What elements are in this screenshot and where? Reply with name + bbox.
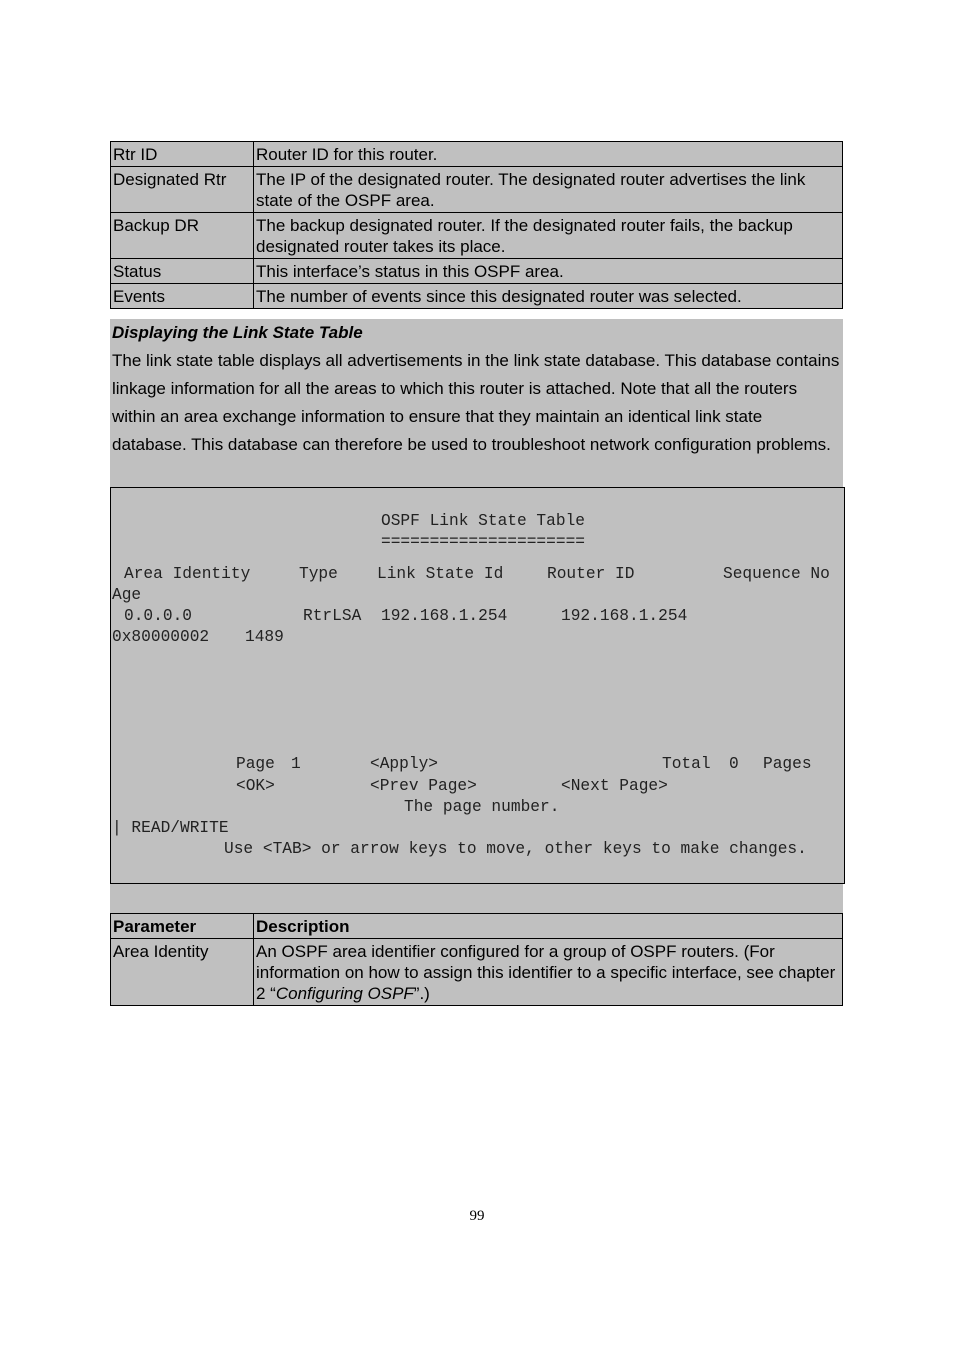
cell-link-state-id: 192.168.1.254: [381, 607, 508, 625]
section-title: Displaying the Link State Table: [112, 323, 363, 342]
desc-cell: The IP of the designated router. The designated router advertises the link state of the OSPF area.: [254, 167, 843, 213]
next-page-button[interactable]: <Next Page>: [561, 777, 668, 795]
desc-text-end: ”.): [413, 984, 430, 1003]
page-number-field[interactable]: 1: [291, 755, 301, 773]
terminal-title-underline: =====================: [381, 533, 585, 551]
table-row: [111, 939, 843, 1006]
param-cell: Status: [111, 259, 254, 284]
page-label: Page: [236, 755, 275, 773]
terminal-title: OSPF Link State Table: [381, 512, 585, 530]
field-hint: The page number.: [404, 798, 560, 816]
header-description: Description: [254, 914, 843, 939]
table-row: [111, 259, 843, 284]
table-header-row: [111, 914, 843, 939]
cell-sequence-no: 0x80000002: [112, 628, 210, 646]
desc-text: An OSPF area identifier configured for a group of OSPF routers. (For information on how to assign this identifier to a specific interface, see chapter 2 “: [256, 942, 836, 1003]
cell-router-id: 192.168.1.254: [561, 607, 688, 625]
desc-cell: The number of events since this designated router was selected.: [254, 284, 843, 309]
access-mode: | READ/WRITE: [112, 819, 229, 837]
shaded-gap: [110, 884, 843, 913]
header-parameter: Parameter: [111, 914, 254, 939]
param-cell: Area Identity: [111, 939, 254, 1006]
desc-italic-text: Configuring OSPF: [275, 984, 414, 1003]
col-header-type: Type: [299, 565, 338, 583]
cell-type: RtrLSA: [303, 607, 362, 625]
desc-cell: This interface’s status in this OSPF area.: [254, 259, 843, 284]
desc-cell: Router ID for this router.: [254, 142, 843, 167]
apply-button[interactable]: <Apply>: [370, 755, 438, 773]
bottom-parameter-table: [110, 913, 843, 1006]
cell-area-identity: 0.0.0.0: [124, 607, 192, 625]
table-row: [111, 167, 843, 213]
pages-label: Pages: [763, 755, 812, 773]
total-label: Total: [662, 755, 711, 773]
total-value: 0: [729, 755, 739, 773]
ok-button[interactable]: <OK>: [236, 777, 275, 795]
col-header-router-id: Router ID: [547, 565, 635, 583]
col-header-sequence-no: Sequence No: [723, 565, 830, 583]
desc-cell: The backup designated router. If the designated router fails, the backup designated router takes its place.: [254, 213, 843, 259]
table-row: [111, 142, 843, 167]
section-link-state: [110, 319, 843, 487]
table-row: [111, 213, 843, 259]
col-header-area-identity: Area Identity: [124, 565, 251, 583]
desc-cell: [254, 939, 843, 1006]
param-cell: Designated Rtr: [111, 167, 254, 213]
col-header-link-state-id: Link State Id: [377, 565, 504, 583]
section-paragraph: The link state table displays all advertisements in the link state database. This database contains linkage information for all the areas to which this router is attached. Note that all the routers within an area exchange information to ensure that they maintain an identical link state database. This database can therefore be used to troubleshoot network configuration problems.: [112, 351, 840, 454]
page-number: 99: [469, 1208, 485, 1224]
table-row: [111, 284, 843, 309]
param-cell: Events: [111, 284, 254, 309]
param-cell: Rtr ID: [111, 142, 254, 167]
col-header-age: Age: [112, 586, 142, 604]
prev-page-button[interactable]: <Prev Page>: [370, 777, 477, 795]
help-line: Use <TAB> or arrow keys to move, other keys to make changes.: [224, 840, 807, 858]
top-parameter-table: [110, 141, 843, 309]
param-cell: Backup DR: [111, 213, 254, 259]
cell-age: 1489: [245, 628, 284, 646]
terminal-screen: [110, 487, 845, 884]
